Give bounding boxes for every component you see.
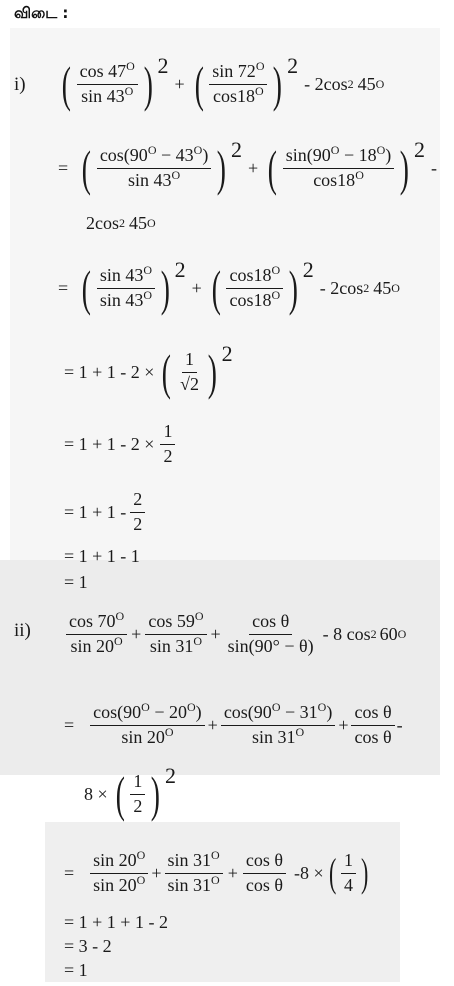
part-ii-line-6: = 3 - 2 — [64, 935, 112, 956]
part-ii-line-1: $\frac{\cos 70^O}{\sin 20^O}$ + $\frac{\cos 59^O}{\sin 31^O}$ + $\frac{\text{cos θ}}{\sin(90^\circ - \theta)}$ - 8 cos 2 60 O — [64, 600, 406, 668]
fraction: $\frac{1}{2}$ — [160, 422, 175, 467]
part-ii-line-3: 8 × ( $\frac{1}{2}$ ) 2 — [84, 763, 176, 822]
fraction: $\frac{1}{4}$ — [341, 851, 356, 896]
part-i-label: i) — [14, 74, 26, 95]
fraction: $\frac{\text{cos θ}}{\text{cos θ}}$ — [351, 703, 394, 748]
part-ii-label: ii) — [14, 620, 31, 641]
fraction: $\frac{1}{√2}$ — [180, 348, 199, 394]
part-ii-line-2: = $\frac{\cos(90^O - 20^O)}{\sin 20^O}$ + $\frac{\cos(90^O - 31^O)}{\sin 31^O}$ + $\frac{\text{cos θ}}{\text{cos θ}}$ - — [64, 699, 403, 747]
fraction: $\frac{\cos 70^O}{\sin 20^O}$ — [66, 612, 127, 657]
fraction: $\frac{\text{cos θ}}{\sin(90^\circ - \theta)}$ — [227, 610, 314, 656]
part-i-line-9: = 1 — [64, 571, 88, 592]
part-i-line-5: = 1 + 1 - 2 × ( $\frac{1}{√2}$ ) 2 — [64, 341, 233, 400]
part-i-line-8: = 1 + 1 - 1 — [64, 545, 140, 566]
fraction: $\frac{\cos(90^O - 31^O)}{\sin 31^O}$ — [221, 703, 336, 748]
part-i-line-7: = 1 + 1 - $\frac{2}{2}$ — [64, 484, 147, 540]
part-ii-line-4: = $\frac{\sin 20^O}{\sin 20^O}$ + $\frac{\sin 31^O}{\sin 31^O}$ + $\frac{\text{cos θ}}{\text{cos θ}}$ -8 × ( $\frac{1}{4}$ ) — [64, 847, 369, 895]
part-i-line-4: = ( $\frac{\sin 43^O}{\sin 43^O}$ ) 2 + ( $\frac{\cos 18^O}{\cos 18^O}$ ) 2 - 2cos 2 45 O — [58, 257, 400, 316]
fraction: $\frac{\sin 72^O}{\cos 18^O}$ — [209, 62, 267, 107]
part-i-line-6: = 1 + 1 - 2 × $\frac{1}{2}$ — [64, 416, 177, 472]
part-i-line-3: 2cos 2 45 O — [86, 212, 156, 233]
fraction: $\frac{\cos 59^O}{\sin 31^O}$ — [145, 612, 206, 657]
fraction: $\frac{\cos(90^O - 43^O)}{\sin 43^O}$ — [97, 146, 212, 191]
fraction: $\frac{1}{2}$ — [130, 772, 145, 817]
fraction: $\frac{\sin 31^O}{\sin 31^O}$ — [165, 851, 223, 896]
fraction: $\frac{\text{cos θ}}{\text{cos θ}}$ — [243, 851, 286, 896]
fraction: $\frac{\cos(90^O - 20^O)}{\sin 20^O}$ — [90, 703, 205, 748]
fraction: $\frac{2}{2}$ — [130, 490, 145, 535]
answer-heading: விடை : — [14, 4, 69, 22]
part-i-line-1: ( $\frac{\cos 47^O}{\sin 43^O}$ ) 2 + ( $\frac{\sin 72^O}{\cos 18^O}$ ) 2 - 2cos 2 45 O — [61, 53, 385, 112]
fraction: $\frac{\sin(90^O - 18^O)}{\cos 18^O}$ — [283, 146, 395, 191]
part-ii-line-7: = 1 — [64, 959, 88, 980]
part-i-line-2: = ( $\frac{\cos(90^O - 43^O)}{\sin 43^O}$ ) 2 + ( $\frac{\sin(90^O - 18^O)}{\cos 18^O}$ ) 2 - — [58, 137, 437, 196]
fraction: $\frac{\sin 20^O}{\sin 20^O}$ — [90, 851, 148, 896]
fraction: $\frac{\cos 18^O}{\cos 18^O}$ — [226, 266, 283, 311]
fraction: $\frac{\sin 43^O}{\sin 43^O}$ — [97, 266, 155, 311]
fraction: $\frac{\cos 47^O}{\sin 43^O}$ — [77, 62, 138, 107]
part-ii-line-5: = 1 + 1 + 1 - 2 — [64, 911, 168, 932]
